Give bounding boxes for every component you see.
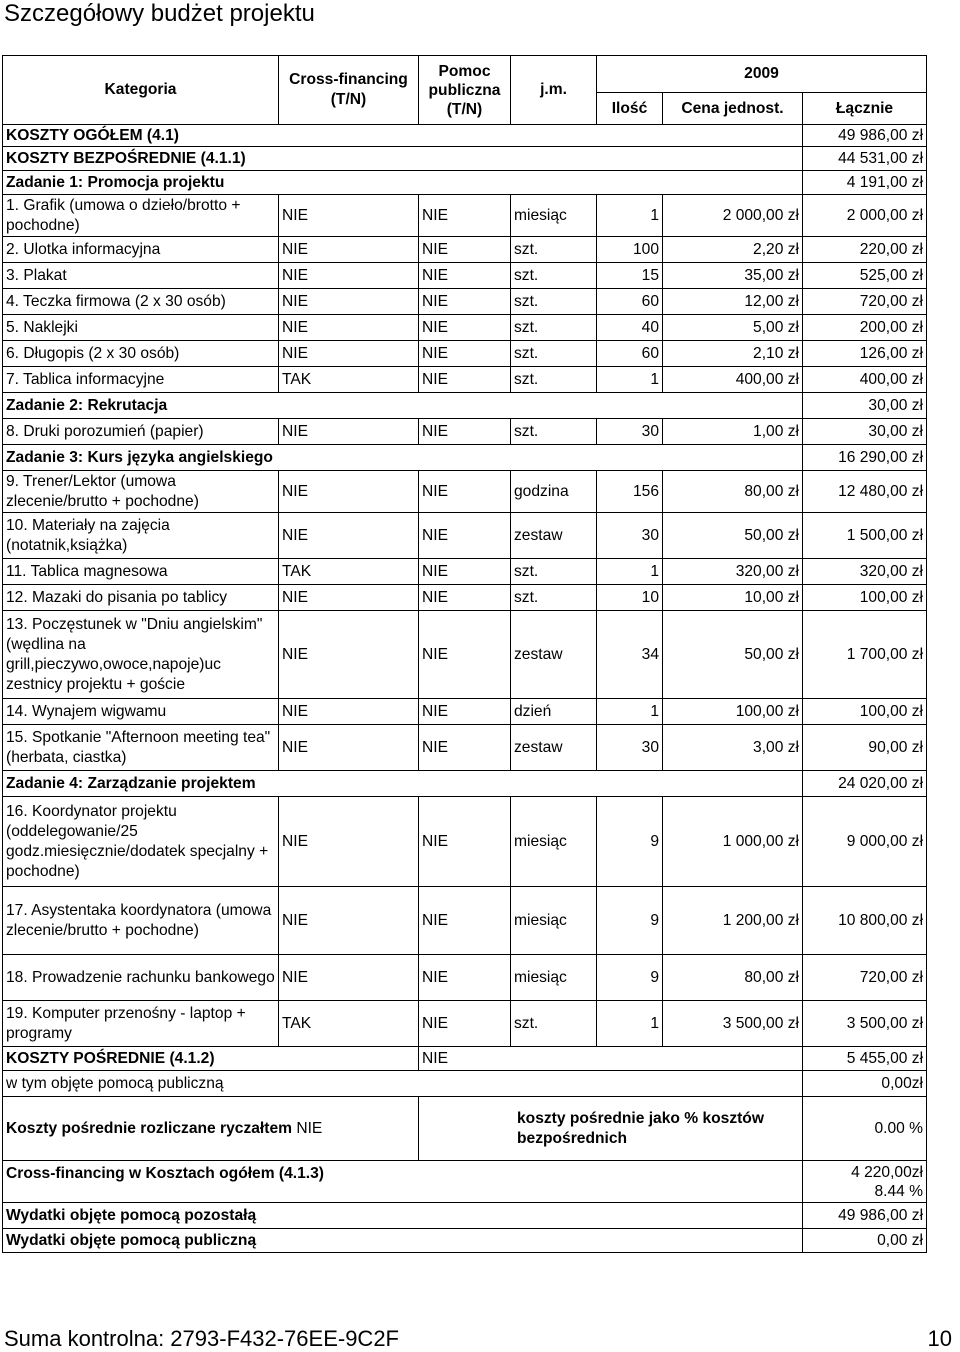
- ryczalt-flag: NIE: [296, 1119, 323, 1137]
- item-unit-price: 320,00 zł: [663, 559, 803, 585]
- item-cross-financing: NIE: [279, 341, 419, 367]
- item-cross-financing: NIE: [279, 237, 419, 263]
- item-pomoc-publiczna: NIE: [419, 887, 511, 955]
- koszty-bezposrednie-row: [3, 147, 927, 171]
- item-row: [3, 513, 927, 559]
- item-total: 10 800,00 zł: [803, 887, 927, 955]
- item-pomoc-publiczna: NIE: [419, 367, 511, 393]
- item-unit: zestaw: [511, 725, 597, 771]
- item-unit-price: 12,00 zł: [663, 289, 803, 315]
- header-pomoc-line3: (T/N): [446, 100, 483, 118]
- item-total: 200,00 zł: [803, 315, 927, 341]
- item-label: 13. Poczęstunek w "Dniu angielskim"(wędlina na grill,pieczywo,owoce,napoje)uc zestnicy projektu + goście: [3, 611, 279, 699]
- cross-financing-total: 4 220,00zł: [851, 1163, 924, 1181]
- page-number: 10: [927, 1326, 952, 1351]
- task-row: [3, 171, 927, 195]
- item-row: [3, 699, 927, 725]
- item-unit: miesiąc: [511, 195, 597, 237]
- item-row: [3, 1001, 927, 1047]
- task-total: 30,00 zł: [803, 393, 927, 419]
- item-cross-financing: NIE: [279, 611, 419, 699]
- item-total: 1 700,00 zł: [803, 611, 927, 699]
- item-unit: miesiąc: [511, 955, 597, 1001]
- item-label: 4. Teczka firmowa (2 x 30 osób): [3, 289, 279, 315]
- item-pomoc-publiczna: NIE: [419, 263, 511, 289]
- header-cena: Cena jednost.: [663, 93, 803, 125]
- item-pomoc-publiczna: NIE: [419, 513, 511, 559]
- item-label: 18. Prowadzenie rachunku bankowego: [3, 955, 279, 1001]
- item-unit: szt.: [511, 367, 597, 393]
- item-row: [3, 725, 927, 771]
- task-label: Zadanie 1: Promocja projektu: [3, 171, 803, 195]
- koszty-posrednie-row: [3, 1047, 927, 1071]
- item-total: 90,00 zł: [803, 725, 927, 771]
- item-quantity: 34: [597, 611, 663, 699]
- header-kategoria: Kategoria: [3, 56, 279, 125]
- item-unit: zestaw: [511, 513, 597, 559]
- item-label: 2. Ulotka informacyjna: [3, 237, 279, 263]
- header-ilosc: Ilość: [597, 93, 663, 125]
- item-pomoc-publiczna: NIE: [419, 195, 511, 237]
- item-cross-financing: NIE: [279, 887, 419, 955]
- item-pomoc-publiczna: NIE: [419, 611, 511, 699]
- item-cross-financing: TAK: [279, 559, 419, 585]
- ryczalt-row: [3, 1097, 927, 1161]
- item-row: [3, 237, 927, 263]
- item-total: 126,00 zł: [803, 341, 927, 367]
- pozostala-row: [3, 1203, 927, 1229]
- pomoc-publiczna-label: w tym objęte pomocą publiczną: [3, 1071, 803, 1097]
- item-unit-price: 1,00 zł: [663, 419, 803, 445]
- task-total: 4 191,00 zł: [803, 171, 927, 195]
- item-cross-financing: TAK: [279, 1001, 419, 1047]
- item-unit: dzień: [511, 699, 597, 725]
- task-row: [3, 393, 927, 419]
- item-label: 3. Plakat: [3, 263, 279, 289]
- header-row-1: [3, 56, 927, 93]
- item-unit: szt.: [511, 1001, 597, 1047]
- item-unit: szt.: [511, 289, 597, 315]
- item-unit-price: 50,00 zł: [663, 611, 803, 699]
- item-unit-price: 2,10 zł: [663, 341, 803, 367]
- koszty-ogolem-total: 49 986,00 zł: [803, 125, 927, 147]
- task-total: 16 290,00 zł: [803, 445, 927, 471]
- item-row: [3, 955, 927, 1001]
- item-cross-financing: NIE: [279, 513, 419, 559]
- item-unit: szt.: [511, 585, 597, 611]
- item-quantity: 60: [597, 341, 663, 367]
- item-quantity: 1: [597, 195, 663, 237]
- item-row: [3, 367, 927, 393]
- item-unit: szt.: [511, 237, 597, 263]
- header-cross-financing: [279, 56, 419, 125]
- item-total: 100,00 zł: [803, 699, 927, 725]
- item-cross-financing: NIE: [279, 263, 419, 289]
- item-pomoc-publiczna: NIE: [419, 1001, 511, 1047]
- item-unit-price: 3,00 zł: [663, 725, 803, 771]
- item-unit-price: 5,00 zł: [663, 315, 803, 341]
- header-pomoc-publiczna: [419, 56, 511, 125]
- item-row: [3, 419, 927, 445]
- item-unit: godzina: [511, 471, 597, 513]
- item-unit: szt.: [511, 263, 597, 289]
- item-pomoc-publiczna: NIE: [419, 585, 511, 611]
- item-total: 12 480,00 zł: [803, 471, 927, 513]
- item-unit: szt.: [511, 419, 597, 445]
- item-cross-financing: NIE: [279, 289, 419, 315]
- item-cross-financing: NIE: [279, 195, 419, 237]
- item-row: [3, 315, 927, 341]
- publiczna-total: 0,00 zł: [803, 1229, 927, 1253]
- checksum-footer: Suma kontrolna: 2793-F432-76EE-9C2F: [4, 1326, 399, 1351]
- item-total: 320,00 zł: [803, 559, 927, 585]
- item-row: [3, 559, 927, 585]
- item-cross-financing: NIE: [279, 699, 419, 725]
- item-row: [3, 471, 927, 513]
- item-pomoc-publiczna: NIE: [419, 471, 511, 513]
- item-cross-financing: NIE: [279, 725, 419, 771]
- item-unit-price: 2,20 zł: [663, 237, 803, 263]
- task-label: Zadanie 4: Zarządzanie projektem: [3, 771, 803, 797]
- ryczalt-pct: 0.00 %: [803, 1097, 927, 1161]
- item-total: 720,00 zł: [803, 289, 927, 315]
- item-label: 7. Tablica informacyjne: [3, 367, 279, 393]
- pomoc-publiczna-total: 0,00zł: [803, 1071, 927, 1097]
- header-pomoc-line1: Pomoc: [438, 62, 491, 80]
- item-quantity: 100: [597, 237, 663, 263]
- koszty-posrednie-label: KOSZTY POŚREDNIE (4.1.2): [3, 1047, 419, 1071]
- pozostala-label: Wydatki objęte pomocą pozostałą: [3, 1203, 803, 1229]
- item-total: 30,00 zł: [803, 419, 927, 445]
- task-label: Zadanie 3: Kurs języka angielskiego: [3, 445, 803, 471]
- item-total: 9 000,00 zł: [803, 797, 927, 887]
- item-quantity: 60: [597, 289, 663, 315]
- item-unit: miesiąc: [511, 887, 597, 955]
- pozostala-total: 49 986,00 zł: [803, 1203, 927, 1229]
- item-quantity: 1: [597, 559, 663, 585]
- task-label: Zadanie 2: Rekrutacja: [3, 393, 803, 419]
- pomoc-publiczna-row: [3, 1071, 927, 1097]
- header-cross-line2: (T/N): [330, 91, 367, 108]
- koszty-bezposrednie-label: KOSZTY BEZPOŚREDNIE (4.1.1): [3, 147, 803, 171]
- item-unit-price: 2 000,00 zł: [663, 195, 803, 237]
- item-total: 2 000,00 zł: [803, 195, 927, 237]
- page-title: Szczegółowy budżet projektu: [4, 0, 315, 27]
- item-unit-price: 80,00 zł: [663, 471, 803, 513]
- publiczna-label: Wydatki objęte pomocą publiczną: [3, 1229, 803, 1253]
- item-label: 15. Spotkanie "Afternoon meeting tea" (herbata, ciastka): [3, 725, 279, 771]
- ryczalt-cell: [3, 1097, 419, 1161]
- koszty-posrednie-flag: NIE: [419, 1047, 803, 1071]
- item-unit-price: 400,00 zł: [663, 367, 803, 393]
- item-label: 11. Tablica magnesowa: [3, 559, 279, 585]
- item-unit-price: 3 500,00 zł: [663, 1001, 803, 1047]
- item-row: [3, 195, 927, 237]
- item-unit: szt.: [511, 341, 597, 367]
- item-total: 400,00 zł: [803, 367, 927, 393]
- header-jm: j.m.: [511, 56, 597, 125]
- item-quantity: 9: [597, 955, 663, 1001]
- item-label: 17. Asystentaka koordynatora (umowa zlecenie/brutto + pochodne): [3, 887, 279, 955]
- item-label: 9. Trener/Lektor (umowa zlecenie/brutto + pochodne): [3, 471, 279, 513]
- publiczna-row: [3, 1229, 927, 1253]
- header-year: 2009: [597, 56, 927, 93]
- ryczalt-label: Koszty pośrednie rozliczane ryczałtem: [6, 1119, 292, 1137]
- cross-financing-row: [3, 1161, 927, 1203]
- item-label: 8. Druki porozumień (papier): [3, 419, 279, 445]
- item-row: [3, 263, 927, 289]
- item-unit-price: 80,00 zł: [663, 955, 803, 1001]
- item-quantity: 1: [597, 367, 663, 393]
- item-cross-financing: TAK: [279, 367, 419, 393]
- item-row: [3, 585, 927, 611]
- item-cross-financing: NIE: [279, 315, 419, 341]
- header-pomoc-line2: publiczna: [428, 81, 501, 99]
- item-unit-price: 50,00 zł: [663, 513, 803, 559]
- item-label: 5. Naklejki: [3, 315, 279, 341]
- item-pomoc-publiczna: NIE: [419, 315, 511, 341]
- item-quantity: 1: [597, 699, 663, 725]
- cross-financing-pct: 8.44 %: [874, 1182, 924, 1200]
- item-quantity: 10: [597, 585, 663, 611]
- item-quantity: 30: [597, 513, 663, 559]
- task-row: [3, 445, 927, 471]
- item-row: [3, 887, 927, 955]
- item-label: 19. Komputer przenośny - laptop + programy: [3, 1001, 279, 1047]
- item-total: 220,00 zł: [803, 237, 927, 263]
- item-pomoc-publiczna: NIE: [419, 237, 511, 263]
- item-unit-price: 1 200,00 zł: [663, 887, 803, 955]
- cross-financing-label: Cross-financing w Kosztach ogółem (4.1.3): [3, 1161, 803, 1203]
- koszty-ogolem-row: [3, 125, 927, 147]
- item-cross-financing: NIE: [279, 471, 419, 513]
- item-quantity: 30: [597, 419, 663, 445]
- item-quantity: 9: [597, 887, 663, 955]
- item-cross-financing: NIE: [279, 585, 419, 611]
- item-label: 14. Wynajem wigwamu: [3, 699, 279, 725]
- item-label: 16. Koordynator projektu (oddelegowanie/25 godz.miesięcznie/dodatek specjalny + pochodne): [3, 797, 279, 887]
- item-pomoc-publiczna: NIE: [419, 341, 511, 367]
- item-pomoc-publiczna: NIE: [419, 725, 511, 771]
- item-quantity: 40: [597, 315, 663, 341]
- item-pomoc-publiczna: NIE: [419, 559, 511, 585]
- item-total: 720,00 zł: [803, 955, 927, 1001]
- cross-financing-values: [803, 1161, 927, 1203]
- item-quantity: 15: [597, 263, 663, 289]
- item-label: 1. Grafik (umowa o dzieło/brotto + pochodne): [3, 195, 279, 237]
- item-cross-financing: NIE: [279, 797, 419, 887]
- ryczalt-note: koszty pośrednie jako % kosztów bezpośrednich: [419, 1097, 803, 1161]
- item-row: [3, 341, 927, 367]
- header-cross-line1: Cross-financing: [289, 71, 408, 88]
- item-label: 12. Mazaki do pisania po tablicy: [3, 585, 279, 611]
- item-unit-price: 35,00 zł: [663, 263, 803, 289]
- koszty-bezposrednie-total: 44 531,00 zł: [803, 147, 927, 171]
- item-unit: szt.: [511, 559, 597, 585]
- item-row: [3, 797, 927, 887]
- item-label: 6. Długopis (2 x 30 osób): [3, 341, 279, 367]
- item-total: 1 500,00 zł: [803, 513, 927, 559]
- item-unit: zestaw: [511, 611, 597, 699]
- item-total: 100,00 zł: [803, 585, 927, 611]
- item-row: [3, 289, 927, 315]
- task-total: 24 020,00 zł: [803, 771, 927, 797]
- item-pomoc-publiczna: NIE: [419, 797, 511, 887]
- item-quantity: 156: [597, 471, 663, 513]
- item-pomoc-publiczna: NIE: [419, 955, 511, 1001]
- item-unit-price: 1 000,00 zł: [663, 797, 803, 887]
- item-unit: szt.: [511, 315, 597, 341]
- koszty-ogolem-label: KOSZTY OGÓŁEM (4.1): [3, 125, 803, 147]
- item-cross-financing: NIE: [279, 955, 419, 1001]
- koszty-posrednie-total: 5 455,00 zł: [803, 1047, 927, 1071]
- item-total: 3 500,00 zł: [803, 1001, 927, 1047]
- item-label: 10. Materiały na zajęcia (notatnik,książka): [3, 513, 279, 559]
- item-total: 525,00 zł: [803, 263, 927, 289]
- item-unit-price: 100,00 zł: [663, 699, 803, 725]
- item-cross-financing: NIE: [279, 419, 419, 445]
- item-pomoc-publiczna: NIE: [419, 289, 511, 315]
- item-row: [3, 611, 927, 699]
- item-pomoc-publiczna: NIE: [419, 419, 511, 445]
- task-row: [3, 771, 927, 797]
- item-unit-price: 10,00 zł: [663, 585, 803, 611]
- item-quantity: 1: [597, 1001, 663, 1047]
- budget-table: [2, 55, 927, 1253]
- item-quantity: 30: [597, 725, 663, 771]
- item-pomoc-publiczna: NIE: [419, 699, 511, 725]
- header-lacznie: Łącznie: [803, 93, 927, 125]
- item-quantity: 9: [597, 797, 663, 887]
- item-unit: miesiąc: [511, 797, 597, 887]
